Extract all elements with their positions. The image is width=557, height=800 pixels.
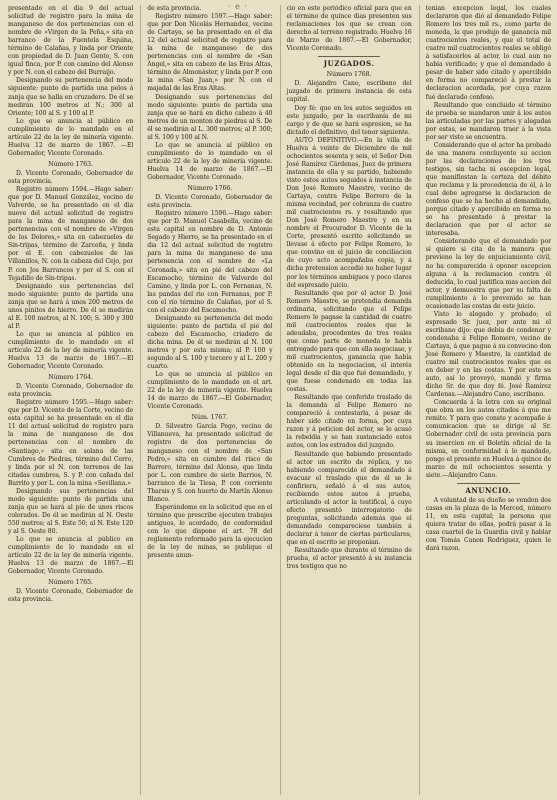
section-heading: JUZGADOS. [323,59,375,69]
paragraph: Resultando que durante el término de prueba, el actor presentó á su instancia tres testigos que no [286,547,412,571]
paragraph: Designando su pertenencia del modo siguiente: punto de partida el pié del cabezo del Escamocho, criadero de dicha mina. De él se medirán al N. 100 metros y por esta misma; al P. 100 y segundo al S. 100 y tercero y al L. 200 y cuarto. [147,314,273,371]
paragraph: Lo que se anuncia al público en cumplimiento de lo mandado en el art. 22 de la ley de minería vigente. Huelva 14 de marzo de 1867.—El Gobernador, Vicente Coronado. [147,371,273,411]
paragraph: D. Alejandro Cano, escribano del juzgado de primera instancia de esta capital. [286,80,412,104]
paragraph: Designando sus pertenencias del modo siguiente: punto de partida una zanja que se hará al pie de unos riscos colorados. De él se medirán al N. Oeste 550 metros; al S. Este 50; al N. Este 120 y al S. Oeste 80. [8,487,134,535]
paragraph: D. Vicente Coronado, Gobernador de esta provincia. [147,194,273,210]
paragraph: cio en este periódico oficial para que en el término de quince dias presenten sus reclamaciones los que se crean con derecho al terreno registrado. Huelva 16 de Marzo de 1867.—El Gobernador, Vicente Coronado. [286,5,412,53]
paragraph: Registro número 1594.—Hago saber: que por D. Manuel González, vecino de Valverde, se ha presentado en el dia nueve del actual solicitud de registro para la mina de manganeso de dos pertenencias con el nombre de «Virgen de los Dolores,» sita en cabezuelos de Sin-tripas, término de Zarceña, y linda por el E. con cabezuelos de las Villanillos, N. con la cabeza del Cejo, por P. con Jos Barrancos y por el S. con el Tejadillo de Sin-tripas. [8,186,134,282]
notice-number: Número 1765. [48,579,93,587]
section-heading: ANUNCIO. [465,485,512,495]
column-4 [419,5,551,795]
top-mark: · e · [228,2,248,11]
paragraph: Registro número 1597.—Hago saber: que por Don Nicolás Hernandez, vecino de Cartaya, se ha presentado en el dia 12 del actual solicitud de registro para la mina de manganeso de dos pertenencias con el nombre de «San Angel,» sita en cabezo de las Eras Altas, término de Almonáster, y linda por P. con la mina «San Juan,» por N. con el majadal de las Eras Altas. [147,13,273,93]
paragraph: tenian excepcion legal, los cuales declararon que dió al demandado Felipe Romero los tres mil rs., como parte de moneda, la que produjo de ganancia mil cuatrocientos reales, y que el total de cuatro mil cuatrocientos reales se obligó á satisfacerlos al actor, lo cual aun no había verificado; y que el demandado á pesar de haber sido citado y apercibido en forma no compareció á prestar la declaracion acordada, por cuya razon fué declarado confeso. [425,5,551,101]
paragraph: de esta provincia. [147,5,202,12]
column-3 [280,5,412,795]
notice-number: Núm. 1767. [191,414,229,422]
paragraph: Designando su pertenencia del modo siguiente: punto de partida una pelos á zanja que se halla en cruzadero. De él se medirán 100 metros al N.; 300 al Oriente; 100 al S. y 100 al P. [8,77,134,117]
paragraph: Lo que se anuncia al público en cumplimiento de lo mandado en el artículo 22 de la ley de minería vigente. Huelva 12 de marzo de 1867. —El Gobernador, Vicente Coronado. [8,117,134,157]
paragraph: Resultando que habiendo presentado el actor un escrito de réplica, y no habiendo comparecido el demandado á evacuar el traslado que de él se le confiriera, señaló á el sus autos, recibiendo estos autos á prueba, articulando el actor la testifical, á cuyo efecto presentó interrogatorio de preguntas, solicitando además que el demandado compareciese también á declarar á tenor de ciertas particulares, que en el escrito se proponian. [286,450,412,547]
paragraph: Considerando que el actor ha probado de una manera concluyente su accion por las declaraciones de los tres testigos, sin tacha ni escepcion legal, que manifiestan la certeza del débito que reclama y la procedencia de él, á lo cual debe agregarse la declaracion de confeso que se ha hecho al demandado, porque citado y apercibido en forma no se ha presentado á prestar la declaracion que por el actor se interesaba. [425,141,551,238]
paragraph: D. Vicente Coronado, Gobernador de esta provincia. [8,383,134,399]
paragraph: Considerando que el demandado por si quiere si cita de la manera que previene la ley de enjuiciamiento civil, no ha comparecido á oponer escepcion alguna á la reclamacion contra él deducida, lo cual justifica mas accion del actor, y demuestra que por su falta de cumplimiento á lo prevenido se han ocasionado las costas de este juicio. [425,238,551,310]
paragraph: Resultando que concluido el término de prueba se mandaron unir á los autos las articuladas por las partes y alegadas por estas, se mandaron traer á la vista por ser visto se encuentra. [425,101,551,141]
notice-number: Número 1766. [187,185,233,193]
paragraph: Lo que se anuncia al público en cumplimiento de lo mandado en el artículo 22 de la ley de minería vigente. Huelva 13 de marzo de 1867.—El Gobernador, Vicente Coronado. [8,330,134,371]
notice-number: Número 1764. [48,374,93,382]
paragraph: Resultando que por el actor D. José Romero Maestre, se pretendia demanda ordinaria, solicitando que el Felipe Romero le pagase la cantidad de cuatro mil cuatrocientos reales que le adeudaba, procedentes de tres reales que como parte de moneda le había entregado para que con ella negociase, y mil cuatrocientos, ganancia que había obtenido en la negociacion, el interés legal desde el dia que fué demandado, y que fuese condenado en todas las costas. [286,289,412,394]
column-1 [8,5,133,795]
paragraph: A voluntad de su dueño se venden dos casas en la plaza de la Merced, número 11, en esta capital; la persona que quiera tratar de ellas, podrá pasar á la casa cuartel de la Guardia civil y hablar con Tomás Canon Rodriguez, quien le dará razon. [425,496,551,553]
paragraph: D. Silvestre García Pego, vecino de Villanueva, ha presentado solicitud de registro de dos pertenencias de manganeso con el nombre de «San Pedro,» sita en cumbre del risco de Barrero, término del Alonso, que linda por L. con cumbre de siete Barrios, N. barranco de la Tiesa, P. con corriente Tharsis y S. con huerto de Martín Alonso Blanco. [147,423,273,503]
paragraph: D. Vicente Coronado, Gobernador de esta provincia. [8,169,134,185]
paragraph: Designando sus pertenencias del modo siguiente: punto de partida una zanja que se hará á unos 200 metros de unos pinitos de hierro. De él se medirán al E. 100 metros, al N. 100; S. 300 y 300 al P. [8,282,134,330]
paragraph: Visto lo alegado y probado; el espresado Sr. juez, por ante mi el escribano dijo: que debia de condenar y condenaba á Felipe Romero, vecino de Cartaya, á que pague á su convecino don José Romero y Maestre, la cantidad de cuatro mil cuatrocientos reales que es en deber y en las costas. Y por este su auto, así lo proveyó, mandó y firma dicho Sr. de que doy fé. José Ramírez Cardenas.—Alejandro Cano, escribano. [425,310,551,399]
paragraph: Registro número 1596.—Hago saber: que por D. Manuel Casabella, vecino de esta capital en nombre de D. Antonio Segado y Hierro, se ha presentado en el dia 12 del actual solicitud de registro para la mina de manganeso de una pertenencia con el nombre de «La Coronada,» sita en pié del cabezo del Escamocho, término de Valverde del Camino, y linda por L. con Fernanas, N. las pandas del rio con Fernanas, por P. con el río término de Calañas, por el S. con el cabezo del Escamocho. [147,210,273,314]
notice-number: Número 1763. [48,160,93,168]
paragraph: Resultando que conferido traslado de la demanda al Felipe Romero no compareció á contestarla, á pesar de haber sido citado en forma, por cuya razon y á peticion del actor, se le acusó la rebeldía y se han sustanciado estos autos, con los estrados del juzgado. [286,394,412,450]
paragraph: Esperándome en la solicitud que en el término que prescribe ejecuten trabajos antiguos, lo acordado, de conformidad con lo que dispone el art. 78 del reglamento reformado para la ejecucion de la ley de minas, se publique el presente anun- [147,503,273,560]
columns-container [8,5,551,795]
column-2 [140,5,272,795]
paragraph: Lo que se anuncia al público en cumplimiento de lo mandado en el artículo 22 de la ley de minería vigente. Huelva 14 de marzo de 1867.—El Gobernador, Vicente Coronado. [147,141,273,181]
paragraph: AUTO DEFINITIVO.—En la villa de Huelva á veinte de Diciembre de mil ochocientos sesenta y seis, el Señor Don José Ramírez Cárdenas, Juez de primera instancia de ella y su partido, habiendo visto estos autos seguidos á instancia de Don José Romero Maestre, vecino de Cartaya, contra Felipe Borrero de la misma vecindad, por cobranza de cuatro mil cuatrocientos rs. y resultando que Don José Romero Maestre y en su nombre el Procurador D. Vicente de la Corte, presentó escrito solicitando se llevase á efecto por Felipe Romero, lo que convino en el juicio de conciliacion de cuyo acto acompañaba copia, y á dicha pretension accedió no haber lugar por los términos ambiguos y poco claros del espresado juicio. [286,136,412,289]
section-divider [318,56,381,57]
section-divider [457,483,520,484]
notice-number: Número 1768. [326,71,372,79]
paragraph: D. Vicente Coronado, Gobernador de esta provincia. [8,588,134,604]
paragraph: Registro número 1595.—Hago saber: que por D. Vicente de la Corte, vecino de esta capital se ha presentado en el dia 11 del actual solicitud de registro para la mina de manganeso de dos pertenencias con el nombre de «Santiago,» sita en solana de las Cumbres de Piedras, término del Cerro, y linda por el N. con terrenos de las citadas cumbres, S. y P. con cañada del Barrito y por L. con la mina «Sevillana.» [8,399,134,487]
paragraph: Lo que se anuncia al público en cumplimiento de lo mandado en el artículo 22 de la ley de minería vigente. Huelva 13 de marzo de 1867.—El Gobernador, Vicente Coronado. [8,536,134,576]
paragraph: Concuerda á la letra con su original que obra en los autos citados á que me remito. Y para que conste y acompañe á comunicacion que se dirige al Sr. Gobernador civil de esta provincia para su insercion en el Boletín oficial de la misma, en conformidad á lo mandado, pongo el presente en Huelva á quince de marzo de mil ochocientos sesenta y siete.—Alejandro Cano. [425,399,551,479]
paragraph: Designando sus pertenencias del modo siguiente: punto de partida una zanja que se hará en dicho cabezo á 40 metros de un monton de piedras al S. De él se medirán al L. 300 metros; al P. 300; al S. 100 y 100 al N. [147,93,273,141]
paragraph: presentado en el dia 9 del actual solicitud de registro para la mina de manganeso de dos pertenencias con el nombre de «Virgen de la Peña,» sita en barranco de la Fuentela Esquina, término de Calañas, y linda por Oriente con propiedad de D. Juan Gento, S. con igual finca, por P. con camino del Alonso y por N. con el cabezo del Burraijo. [8,5,134,77]
paragraph: Doy fé: que en los autos seguidos en este juzgado, por la escribanía de mi cargo y de que se hará espresion, se ha dictado el definitivo, del tenor siguiente. [286,104,412,136]
